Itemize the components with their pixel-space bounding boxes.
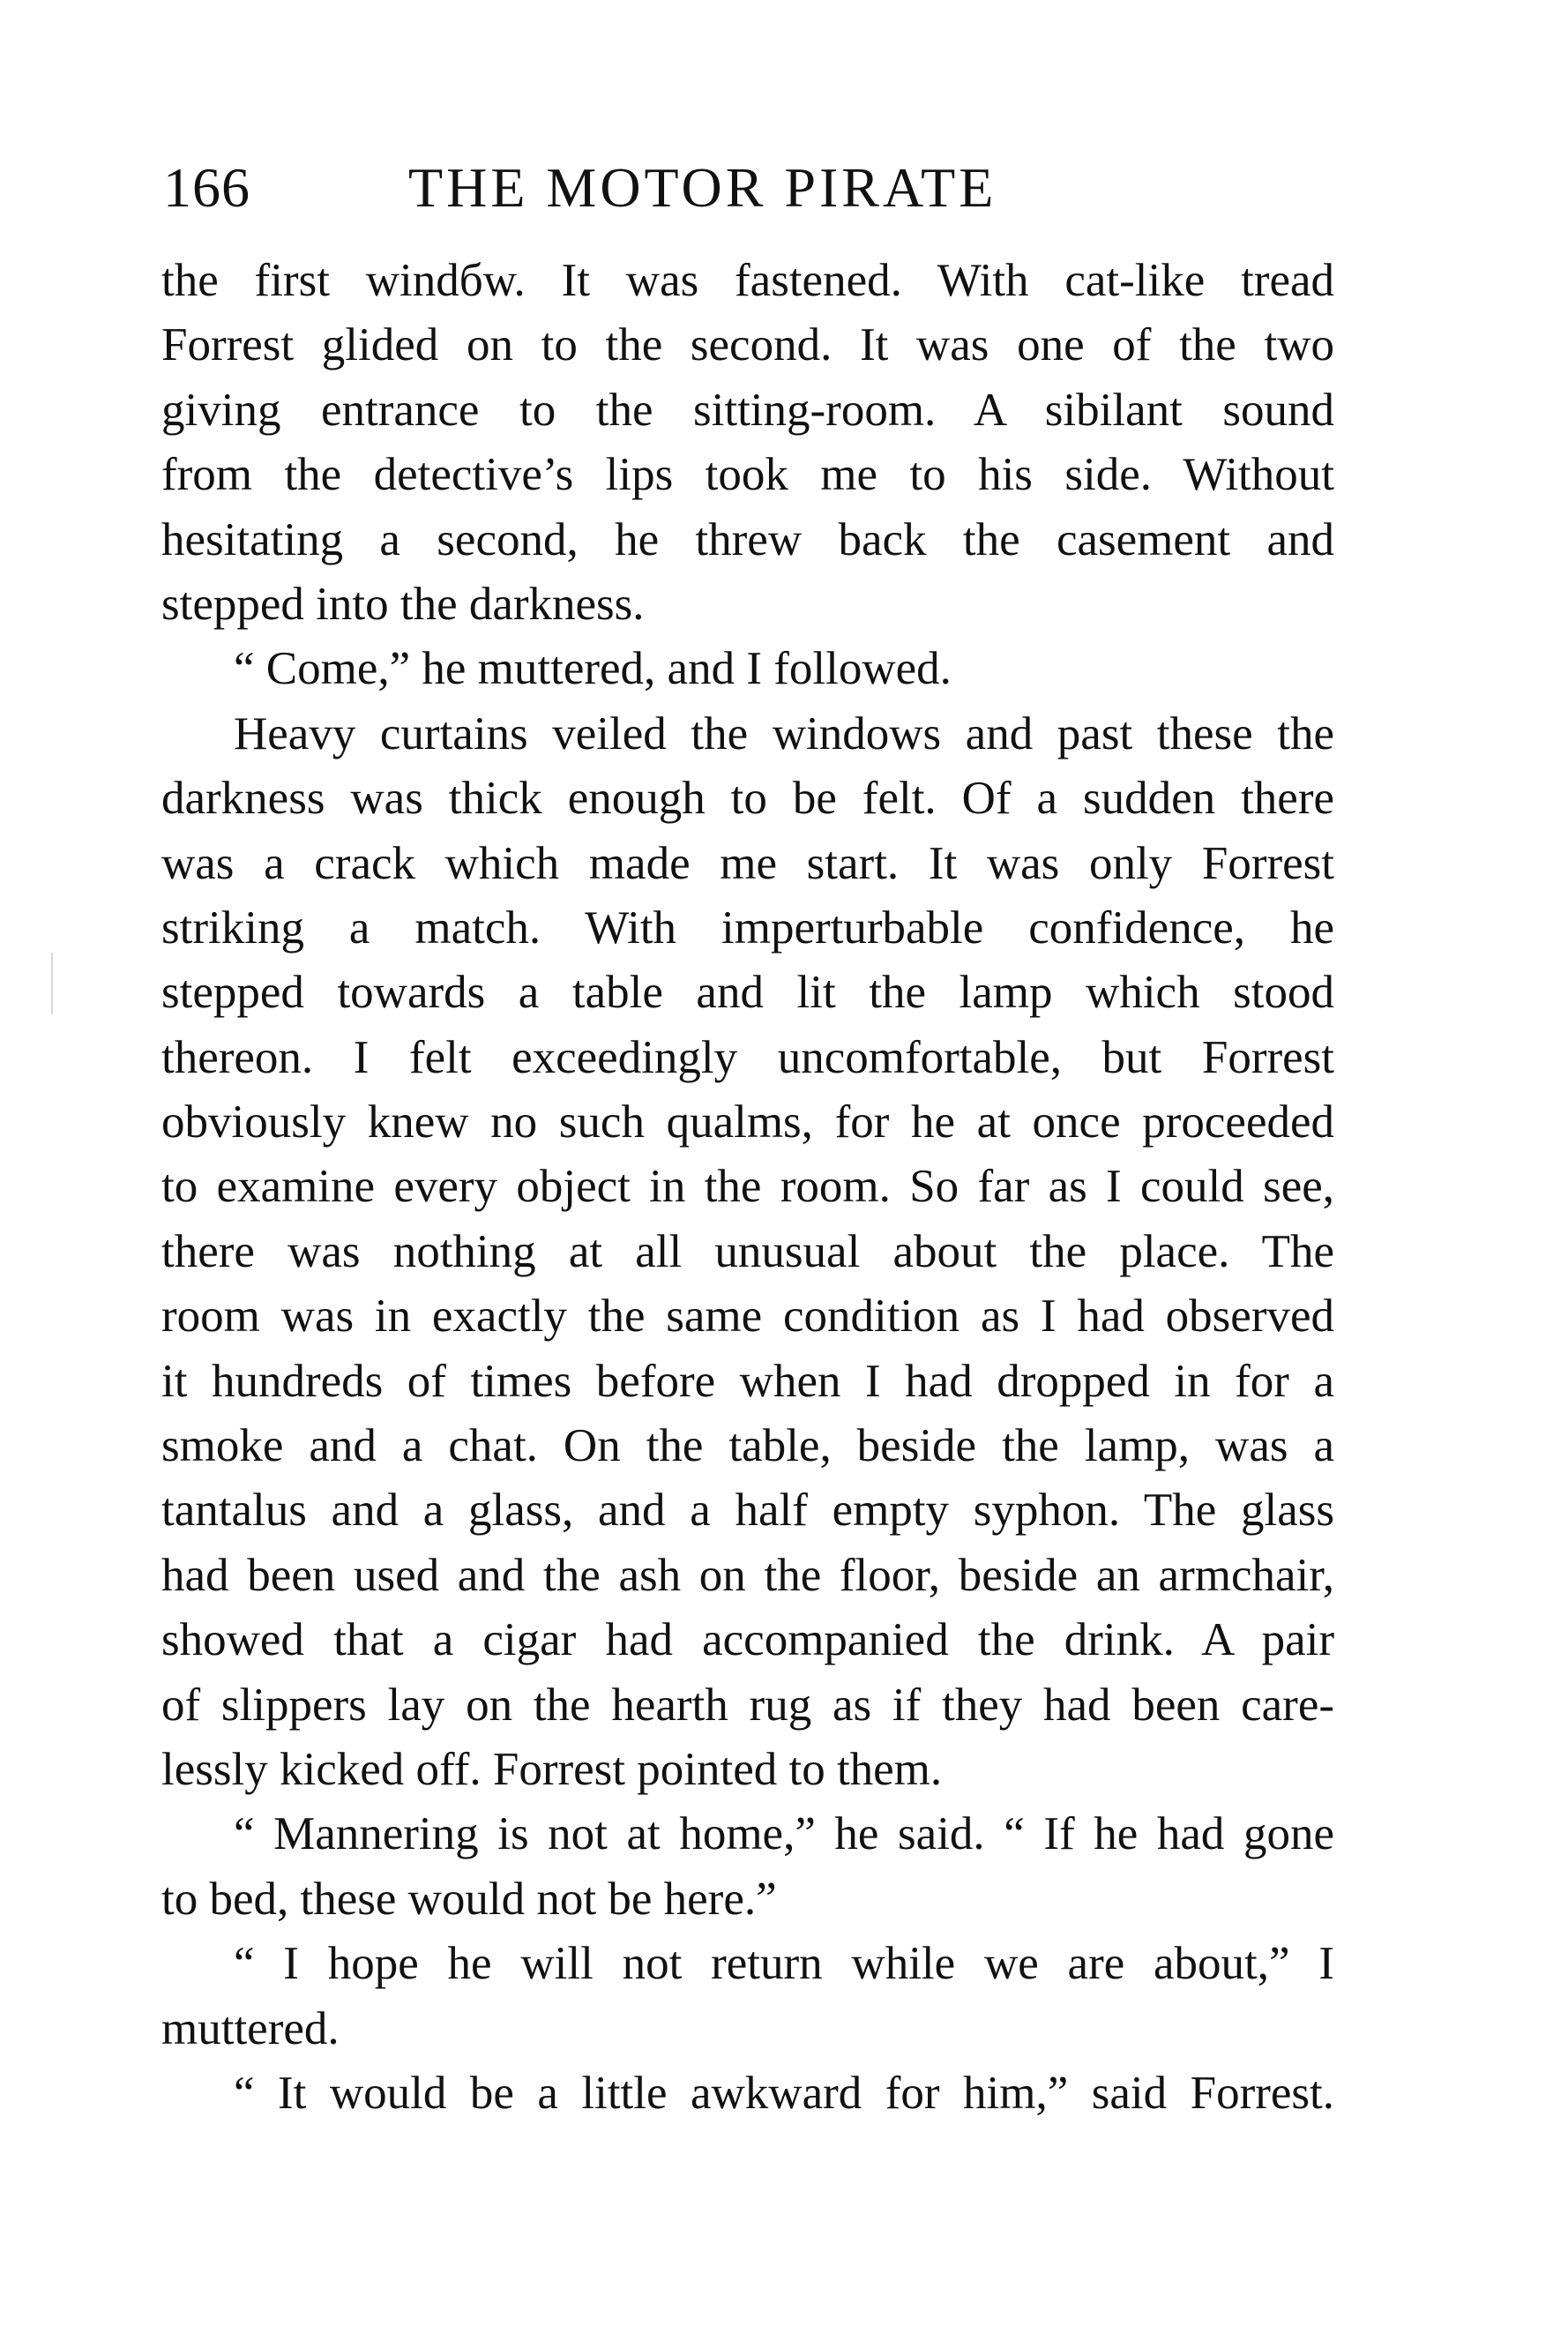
text-line: to bed, these would not be here.”	[161, 1873, 777, 1925]
page-number: 166	[163, 156, 250, 219]
text-line: “ Come,” he muttered, and I followed.	[234, 643, 952, 695]
text-line: stepped into the darkness.	[161, 578, 645, 630]
running-title: THE MOTOR PIRATE	[408, 156, 997, 219]
text-line: “ It would be a little awkward for him,” said Forrest.	[234, 2067, 1334, 2119]
margin-mark	[51, 953, 53, 1014]
text-line: had been used and the ash on the floor, beside an armchair,	[161, 1549, 1334, 1601]
text-line: lessly kicked off. Forrest pointed to them.	[161, 1743, 943, 1795]
text-line: stepped towards a table and lit the lamp which stood	[161, 967, 1334, 1019]
text-line: “ I hope he will not return while we are about,” I	[234, 1938, 1334, 1990]
text-line: obviously knew no such qualms, for he at once proceeded	[161, 1096, 1334, 1148]
text-line: tantalus and a glass, and a half empty syphon. The glass	[161, 1485, 1334, 1537]
text-line: smoke and a chat. On the table, beside the lamp, was a	[161, 1420, 1334, 1472]
text-line: from the detective’s lips took me to his side. Without	[161, 449, 1334, 501]
page-header	[163, 148, 1345, 228]
text-line: showed that a cigar had accompanied the drink. A pair	[161, 1614, 1334, 1666]
text-line: giving entrance to the sitting-room. A sibilant sound	[161, 384, 1334, 436]
text-line: Forrest glided on to the second. It was one of the two	[161, 319, 1334, 371]
text-line: room was in exactly the same condition as I had observed	[161, 1290, 1334, 1343]
body-text	[161, 249, 1334, 2126]
text-line: of slippers lay on the hearth rug as if they had been care-	[161, 1679, 1334, 1731]
text-line: “ Mannering is not at home,” he said. “ If he had gone	[234, 1808, 1334, 1860]
text-line: muttered.	[161, 2002, 340, 2054]
text-line: there was nothing at all unusual about the place. The	[161, 1225, 1334, 1277]
text-line: Heavy curtains veiled the windows and past these the	[234, 707, 1334, 759]
text-line: to examine every object in the room. So far as I could see,	[161, 1161, 1334, 1213]
text-line: the first windбw. It was fastened. With cat-like tread	[161, 255, 1334, 306]
text-line: it hundreds of times before when I had dropped in for a	[161, 1355, 1334, 1407]
text-line: thereon. I felt exceedingly uncomfortable, but Forrest	[161, 1031, 1334, 1083]
text-line: striking a match. With imperturbable confidence, he	[161, 901, 1334, 954]
text-line: darkness was thick enough to be felt. Of a sudden there	[161, 773, 1334, 825]
text-line: was a crack which made me start. It was only Forrest	[161, 837, 1334, 889]
text-line: hesitating a second, he threw back the casement and	[161, 513, 1334, 565]
